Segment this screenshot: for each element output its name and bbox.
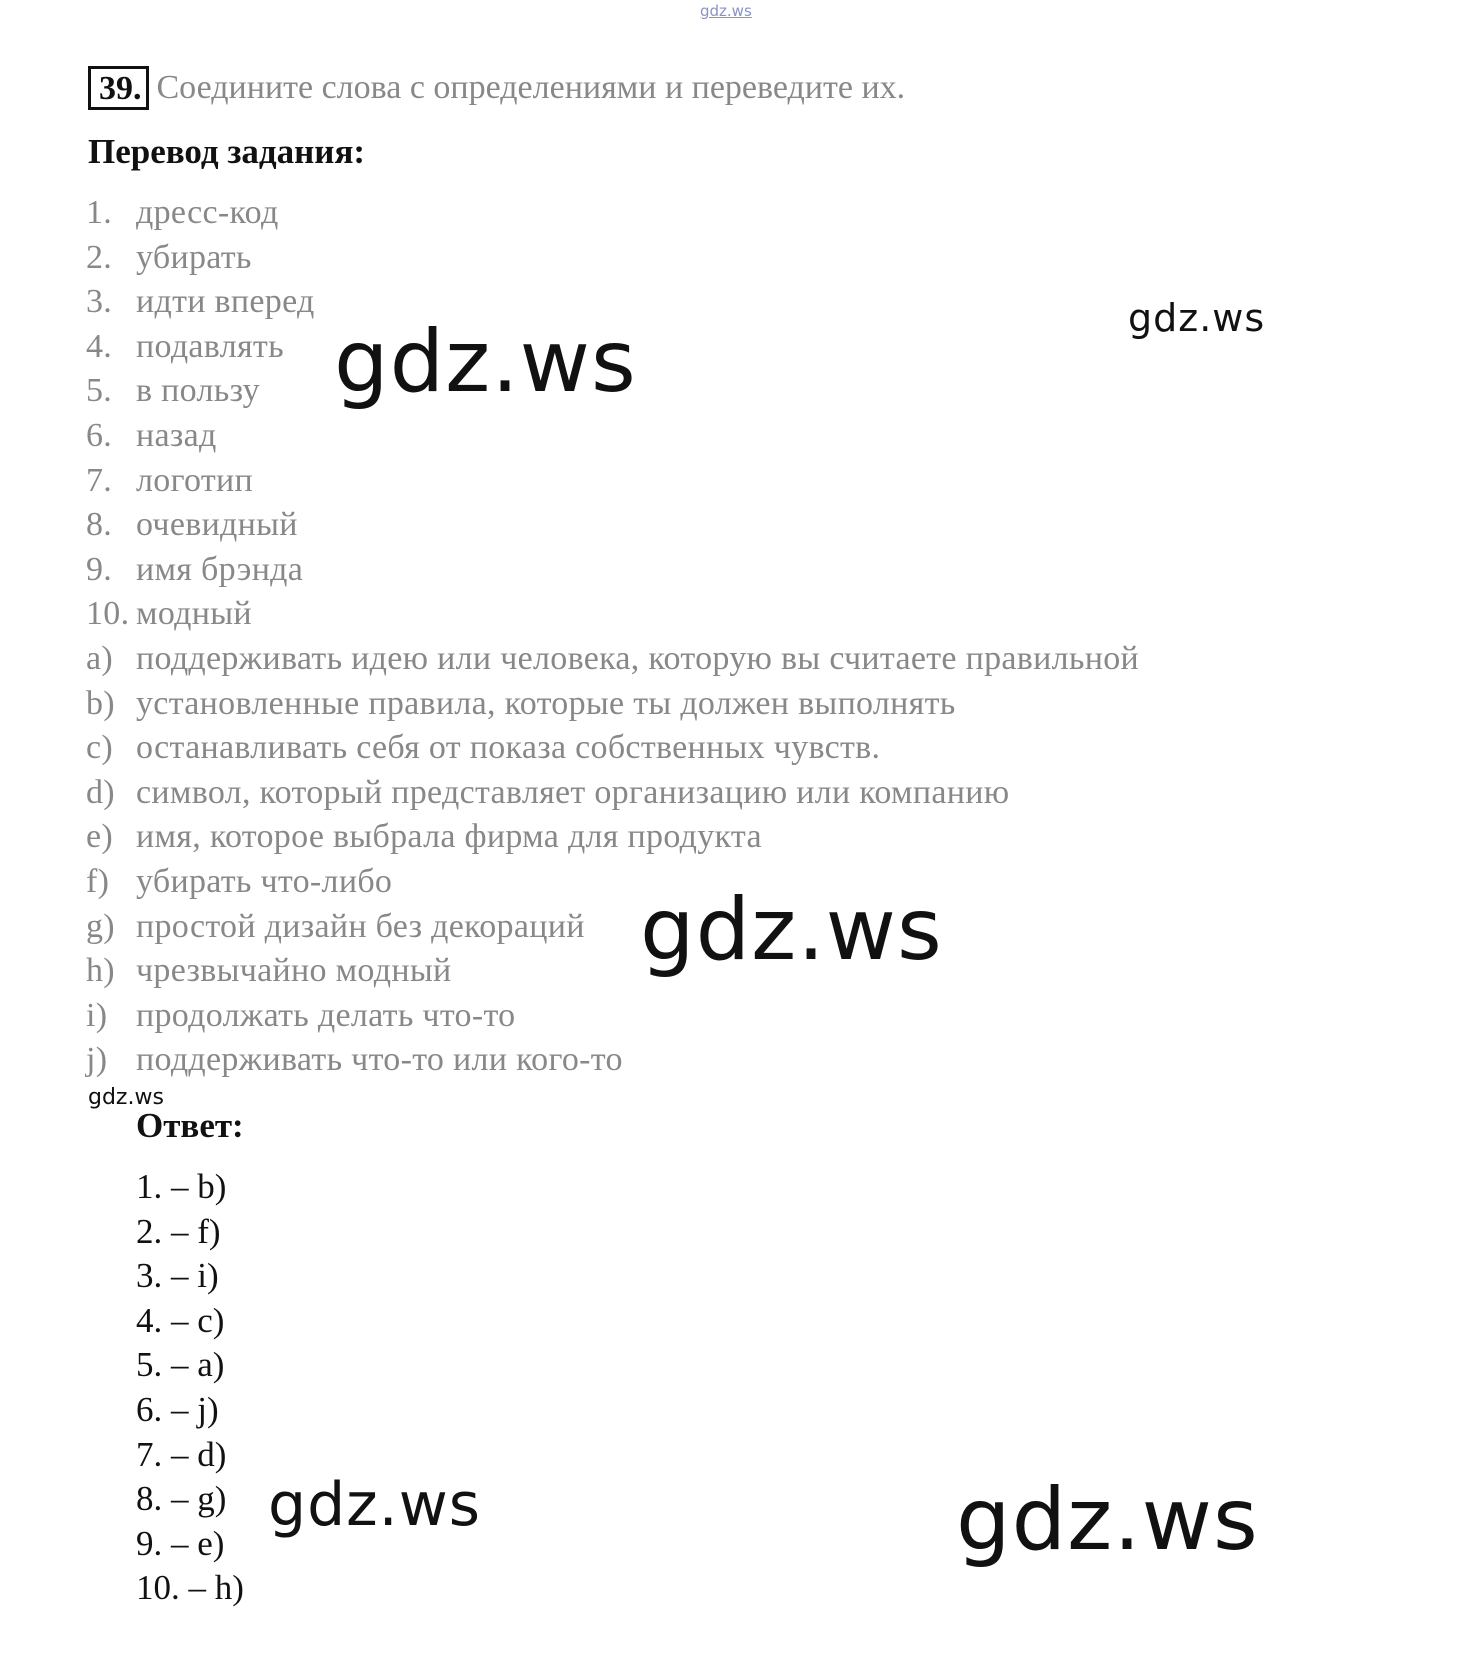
item-letter: b) bbox=[86, 684, 115, 722]
list-item bbox=[86, 994, 1139, 1039]
item-letter: f) bbox=[86, 862, 110, 900]
list-item bbox=[86, 726, 1139, 771]
item-number: 1. bbox=[86, 194, 113, 231]
item-text: дресс-код bbox=[136, 194, 279, 231]
answer-heading: Ответ: bbox=[136, 1106, 244, 1145]
item-letter: h) bbox=[86, 952, 115, 990]
answer-item: 3. – i) bbox=[136, 1256, 219, 1296]
item-text: в пользу bbox=[136, 372, 260, 410]
item-letter: e) bbox=[86, 818, 114, 856]
item-text: очевидный bbox=[136, 506, 298, 544]
item-text: поддерживать что-то или кого-то bbox=[136, 1041, 623, 1079]
item-text: назад bbox=[136, 416, 217, 454]
item-letter: g) bbox=[86, 907, 115, 945]
watermark-top-link[interactable]: gdz.ws bbox=[700, 2, 752, 20]
watermark-text: gdz.ws bbox=[334, 312, 637, 412]
item-number: 6. bbox=[86, 416, 113, 454]
list-item bbox=[86, 503, 1139, 548]
task-header bbox=[88, 66, 905, 110]
list-item bbox=[86, 905, 1139, 950]
item-text: символ, который представляет организацию или компанию bbox=[136, 773, 1010, 811]
item-text: логотип bbox=[136, 461, 253, 499]
answer-item: 4. – c) bbox=[136, 1300, 225, 1340]
item-letter: c) bbox=[86, 729, 114, 767]
answer-item: 8. – g) bbox=[136, 1479, 227, 1519]
list-item bbox=[86, 815, 1139, 860]
answer-item: 9. – e) bbox=[136, 1523, 225, 1563]
watermark-text: gdz.ws bbox=[88, 1085, 164, 1110]
item-text: имя, которое выбрала фирма для продукта bbox=[136, 818, 762, 856]
item-number: 8. bbox=[86, 506, 113, 544]
watermark-text: gdz.ws bbox=[268, 1470, 482, 1540]
translation-heading: Перевод задания: bbox=[88, 132, 366, 171]
list-item bbox=[86, 191, 1139, 236]
item-number: 4. bbox=[86, 327, 113, 365]
item-text: идти вперед bbox=[136, 283, 315, 321]
item-text: убирать bbox=[136, 238, 252, 276]
task-text: Соедините слова с определениями и переведите их. bbox=[156, 69, 906, 106]
item-number: 10. bbox=[86, 595, 130, 633]
item-number: 3. bbox=[86, 283, 113, 321]
item-text: чрезвычайно модный bbox=[136, 952, 452, 990]
item-text: простой дизайн без декораций bbox=[136, 907, 585, 945]
answer-item: 1. – b) bbox=[136, 1167, 227, 1206]
item-number: 9. bbox=[86, 550, 113, 588]
item-number: 5. bbox=[86, 372, 113, 410]
item-letter: j) bbox=[86, 1041, 108, 1079]
item-text: модный bbox=[136, 595, 252, 633]
item-letter: i) bbox=[86, 996, 108, 1034]
item-text: имя брэнда bbox=[136, 550, 304, 588]
list-item bbox=[86, 682, 1139, 727]
answers-list bbox=[136, 1165, 244, 1611]
watermark-text: gdz.ws bbox=[1128, 296, 1266, 340]
item-text: продолжать делать что-то bbox=[136, 996, 516, 1034]
item-text: останавливать себя от показа собственных чувств. bbox=[136, 729, 881, 767]
answer-item: 2. – f) bbox=[136, 1211, 221, 1251]
item-text: установленные правила, которые ты должен выполнять bbox=[136, 684, 956, 722]
item-text: подавлять bbox=[136, 327, 284, 365]
list-item bbox=[86, 414, 1139, 459]
answer-item: 5. – a) bbox=[136, 1345, 225, 1385]
answer-item: 10. – h) bbox=[136, 1568, 244, 1608]
list-item bbox=[86, 548, 1139, 593]
answer-item: 7. – d) bbox=[136, 1434, 227, 1474]
item-text: убирать что-либо bbox=[136, 862, 393, 900]
item-letter: a) bbox=[86, 639, 114, 677]
watermark-text: gdz.ws bbox=[956, 1470, 1259, 1570]
list-item bbox=[86, 592, 1139, 637]
item-number: 7. bbox=[86, 461, 113, 499]
list-item bbox=[86, 459, 1139, 504]
list-item bbox=[86, 236, 1139, 281]
item-text: поддерживать идею или человека, которую вы считаете правильной bbox=[136, 639, 1140, 677]
list-item bbox=[86, 860, 1139, 905]
watermark-text: gdz.ws bbox=[640, 880, 943, 980]
item-number: 2. bbox=[86, 238, 113, 276]
answer-item: 6. – j) bbox=[136, 1389, 219, 1429]
list-item bbox=[86, 637, 1139, 682]
item-letter: d) bbox=[86, 773, 115, 811]
task-number: 39. bbox=[88, 66, 149, 110]
list-item bbox=[86, 1038, 1139, 1083]
list-item bbox=[86, 949, 1139, 994]
list-item bbox=[86, 771, 1139, 816]
